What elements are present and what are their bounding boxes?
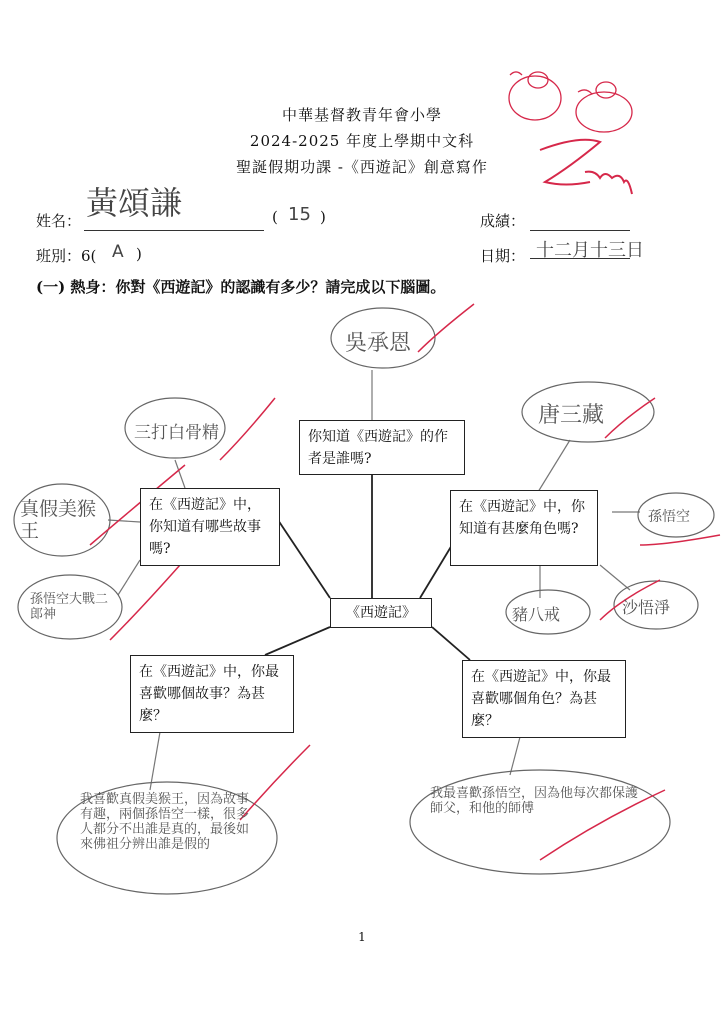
question-author-box <box>299 420 465 475</box>
name-underline <box>84 230 264 231</box>
answer-char3: 豬八戒 <box>512 605 561 624</box>
answer-char4: 沙悟淨 <box>622 598 671 617</box>
question-characters-box <box>450 490 598 566</box>
name-value: 黃頌謙 <box>86 184 183 222</box>
class-value: A <box>112 242 124 262</box>
question-fav-character: 在《西遊記》中，你最喜歡哪個角色？為甚麼？ <box>471 669 611 729</box>
question-characters: 在《西遊記》中，你知道有甚麼角色嗎? <box>459 499 585 537</box>
class-close: ) <box>136 245 142 263</box>
answer-fav-story: 我喜歡真假美猴王，因為故事有趣，兩個孫悟空一樣，很多人都分不出誰是真的，最後如來佛祖分辨出誰是假的 <box>80 792 250 852</box>
name-label: 姓名： <box>36 212 82 230</box>
question-author: 你知道《西遊記》的作者是誰嗎? <box>308 429 448 467</box>
grade-underline <box>530 230 630 231</box>
date-underline <box>530 258 630 259</box>
date-label: 日期： <box>480 247 526 265</box>
mindmap-connectors <box>265 475 470 660</box>
answer-story3: 孫悟空大戰二郎神 <box>30 592 109 622</box>
question-fav-story-box <box>130 655 294 733</box>
question-fav-character-box <box>462 660 626 738</box>
class-label: 班別：6( <box>36 247 97 265</box>
grade-label: 成績： <box>480 212 526 230</box>
question-stories-box <box>140 488 280 566</box>
answer-char1: 唐三藏 <box>538 403 605 428</box>
school-name: 中華基督教青年會小學 <box>281 106 442 124</box>
center-topic-box <box>330 598 432 628</box>
date-value: 十二月十三日 <box>536 240 644 261</box>
answer-author: 吳承恩 <box>345 331 412 356</box>
class-number-value: 15 <box>288 204 311 225</box>
answer-story2: 真假美猴王 <box>20 498 97 542</box>
question-stories: 在《西遊記》中，你知道有哪些故事嗎? <box>149 497 261 557</box>
assignment-title: 聖誕假期功課 -《西遊記》創意寫作 <box>236 158 488 176</box>
term-title: 2024-2025 年度上學期中文科 <box>249 132 475 150</box>
answer-char2: 孫悟空 <box>648 509 690 525</box>
center-topic: 《西遊記》 <box>346 605 416 621</box>
section-title: (一) 熱身：你對《西遊記》的認識有多少？請完成以下腦圖。 <box>36 278 446 296</box>
class-number-open: ( <box>272 208 278 226</box>
class-number-close: ) <box>320 208 326 226</box>
answer-story1: 三打白骨精 <box>134 423 219 443</box>
page-number: 1 <box>358 930 366 944</box>
answer-fav-character: 我最喜歡孫悟空，因為他每次都保護師父，和他的師傅 <box>430 786 639 816</box>
question-fav-story: 在《西遊記》中，你最喜歡哪個故事？為甚麼？ <box>139 664 279 724</box>
